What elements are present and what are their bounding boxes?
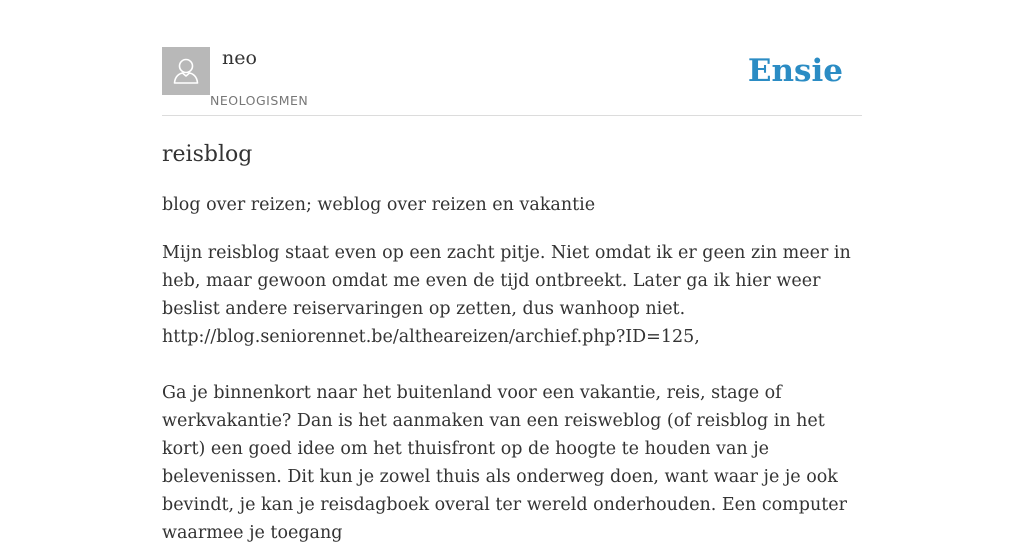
entry-definition: blog over reizen; weblog over reizen en vakantie <box>162 195 596 215</box>
example-paragraph: Ga je binnenkort naar het buitenland voor een vakantie, reis, stage of werkvakantie? Dan is het aanmaken van een reisweblog (of reisblog in het kort) een goed idee om het thuisfront op de hoogte te houden van je belevenissen. Dit kun je zowel thuis als onderweg doen, want waar je je ook bevindt, je kan je reisdagboek overal ter wereld onderhouden. Een computer waarmee je toegang <box>162 383 847 543</box>
user-silhouette-icon <box>162 47 210 95</box>
entry-example <box>162 239 862 547</box>
entry-header <box>162 46 862 116</box>
username-link[interactable]: neo <box>222 47 257 69</box>
brand-logo[interactable]: Ensie <box>747 53 843 89</box>
example-paragraph-text: Mijn reisblog staat even op een zacht pitje. Niet omdat ik er geen zin meer in heb, maar gewoon omdat me even de tijd ontbreekt. Later ga ik hier weer beslist andere reiservaringen op zetten, dus wanhoop niet. <box>162 243 851 319</box>
entry-title: reisblog <box>162 142 253 167</box>
example-source-url: http://blog.seniorennet.be/altheareizen/archief.php?ID=125, <box>162 327 700 347</box>
category-label[interactable]: NEOLOGISMEN <box>210 93 309 108</box>
example-paragraph <box>162 239 862 351</box>
entry-content <box>162 46 862 547</box>
avatar[interactable] <box>162 47 210 95</box>
